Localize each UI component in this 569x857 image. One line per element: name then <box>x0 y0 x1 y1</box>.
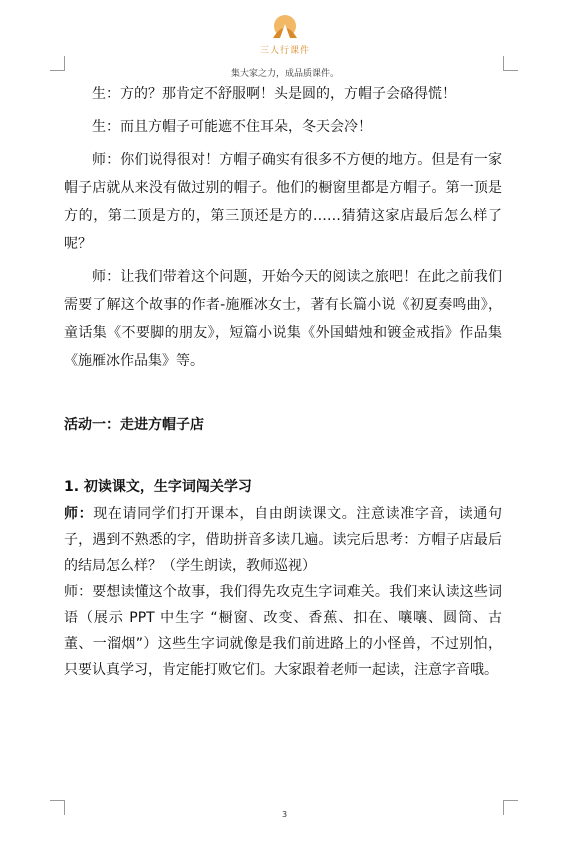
teacher-label: 师： <box>64 506 94 522</box>
header-logo <box>230 12 340 56</box>
paragraph-text: 现在请同学们打开课本，自由朗读课文。注意读准字音，读通句子，遇到不熟悉的字，借助拼音多读几遍。读完后思考：方帽子店最后的结局怎么样？（学生朗读，教师巡视） <box>64 506 503 574</box>
paragraph <box>64 501 502 579</box>
section-heading: 1. 初读课文，生字词闯关学习 <box>64 479 252 495</box>
document-body <box>64 80 502 683</box>
crop-mark-top-left <box>50 56 65 71</box>
paragraph: 生：方的？那肯定不舒服啊！头是圆的，方帽子会硌得慌！ <box>92 86 456 102</box>
page-number: 3 <box>281 810 288 819</box>
paragraph: 师：要想读懂这个故事，我们得先攻克生字词难关。我们来认读这些词语（展示 PPT 中生字 “橱窗、改变、香蕉、扣在、嚷嚷、圆筒、古董、一溜烟”）这些生字词就像是我们前进路上的小怪兽，不过别怕，只要认真学习，肯定能打败它们。大家跟着老师一起读，注意字音哦。 <box>64 584 502 678</box>
paragraph: 生：而且方帽子可能遮不住耳朵，冬天会冷！ <box>92 119 372 135</box>
logo-text: 三人行课件 <box>259 46 310 56</box>
paragraph: 师：让我们带着这个问题，开始今天的阅读之旅吧！在此之前我们需要了解这个故事的作者-施雁冰女士，著有长篇小说《初夏奏鸣曲》，童话集《不要脚的朋友》，短篇小说集《外国蜡烛和镀金戒指》作品集《施雁冰作品集》等。 <box>64 269 502 369</box>
crop-mark-top-right <box>503 56 518 71</box>
paragraph: 师：你们说得很对！方帽子确实有很多不方便的地方。但是有一家帽子店就从来没有做过别的帽子。他们的橱窗里都是方帽子。第一顶是方的，第二顶是方的，第三顶还是方的……猜猜这家店最后怎么样了呢？ <box>64 152 502 252</box>
header-slogan: 集大家之力，成品质课件。 <box>230 69 339 79</box>
activity-heading: 活动一：走进方帽子店 <box>64 417 204 433</box>
logo-icon <box>268 12 302 42</box>
